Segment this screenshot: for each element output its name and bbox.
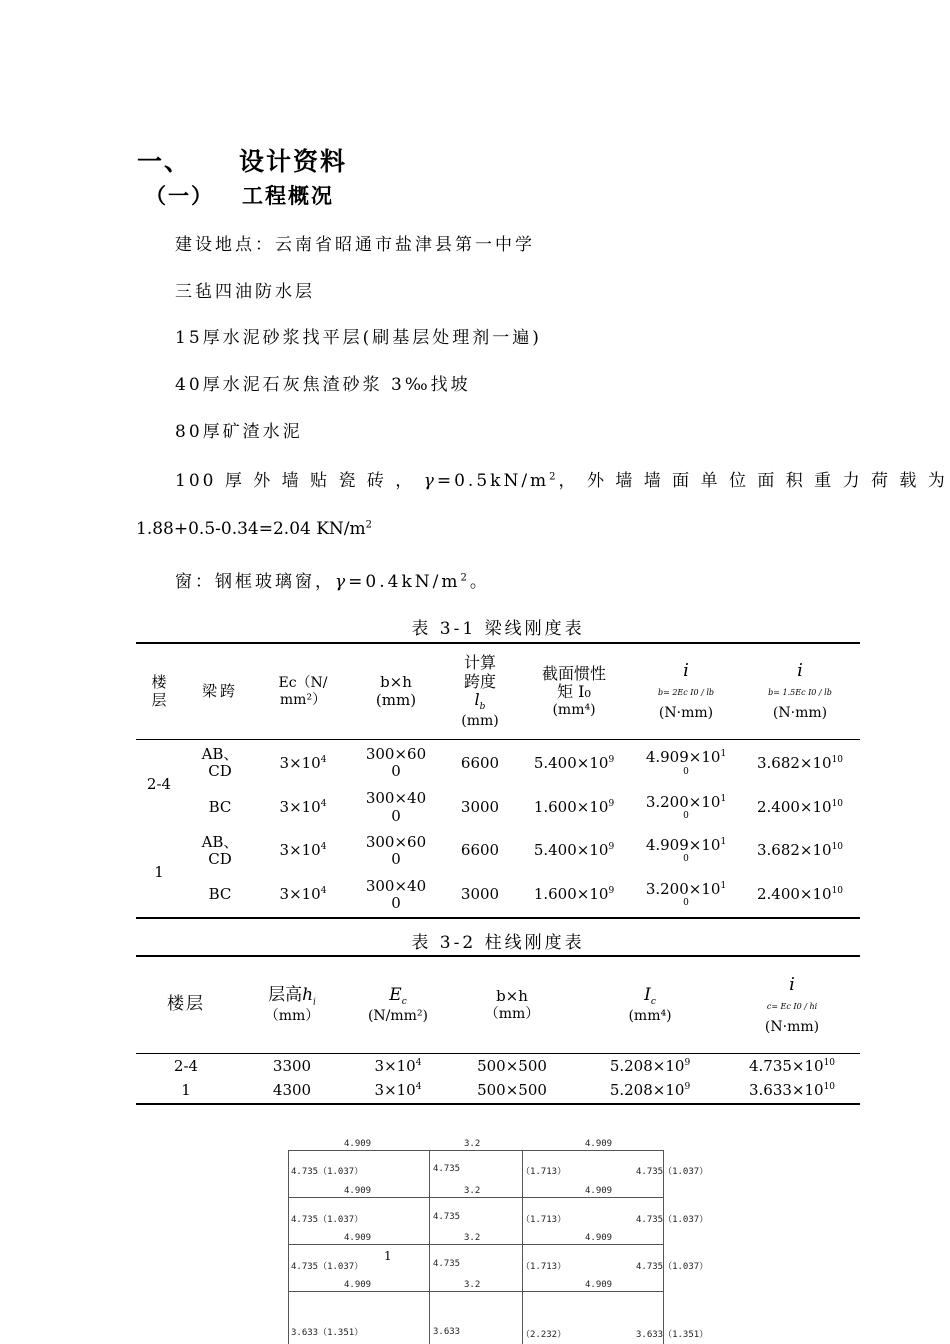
section-title: 设计资料: [239, 147, 348, 176]
table-header-row: [136, 643, 860, 740]
cell-span: [182, 829, 258, 874]
header-height: [236, 956, 348, 1054]
cell-lb: 6600: [460, 753, 500, 772]
cell-ec: [258, 740, 348, 787]
header-text: (N·mm): [658, 705, 714, 722]
header-text: 楼: [151, 673, 167, 692]
cell-sup: 1: [720, 881, 727, 892]
cell-ec: [258, 874, 348, 918]
cell-text: 5.208×10: [609, 1081, 685, 1100]
column-label: 4.735: [433, 1164, 461, 1174]
header-text: h: [302, 985, 314, 1006]
superscript: 2: [365, 519, 373, 531]
column-label: 4.735: [433, 1259, 461, 1269]
header-ic: [576, 956, 724, 1054]
paragraph-screed: 15厚水泥砂浆找平层(刷基层处理剂一遍): [175, 328, 542, 348]
beam-label: 4.909: [585, 1139, 613, 1149]
header-ec: [258, 643, 348, 740]
beam-label: 3.2: [464, 1280, 481, 1290]
cell-text: 3.200×10: [645, 880, 721, 899]
header-lb: [444, 643, 516, 740]
table1-caption: 表 3-1 梁线刚度表: [411, 619, 585, 639]
cell-sup: 4: [320, 842, 327, 853]
gamma-symbol: γ: [335, 572, 349, 592]
table-row: [136, 874, 860, 918]
cell-text: 0: [683, 898, 689, 909]
cell-span: [182, 787, 258, 829]
cell-text: 3×10: [374, 1057, 416, 1076]
paragraph-slope: 40厚水泥石灰焦渣砂浆 3‰找坡: [175, 375, 471, 395]
header-text: b×h: [496, 987, 528, 1006]
beam-label: 4.909: [585, 1186, 613, 1196]
cell-floor: 2-4: [146, 774, 172, 793]
text-segment: 1.88+0.5-0.34=2.04 KN/m: [136, 519, 366, 539]
cell-sup: 4: [320, 798, 327, 809]
cell-icr: [724, 1080, 860, 1104]
column-line-b: [429, 1150, 430, 1344]
formula-text: = 2Ec I0 / lb: [663, 688, 715, 698]
cell-text: BC: [208, 885, 232, 904]
gamma-symbol: γ: [423, 471, 437, 491]
cell-sup: 10: [831, 842, 844, 853]
cell-ic: [576, 1080, 724, 1104]
header-text: b: [479, 702, 486, 713]
paragraph-wall-tile: [175, 466, 948, 491]
header-text: 截面惯性: [541, 664, 606, 684]
section-number: 一、: [137, 147, 192, 176]
header-text: 层: [151, 690, 167, 709]
cell-text: 4.909×10: [645, 748, 721, 767]
cell-i0: [516, 874, 632, 918]
paragraph-wall-load: [136, 519, 372, 539]
cell-text: 2.400×10: [756, 797, 832, 816]
beam-line-3: [288, 1197, 664, 1198]
cell-ib2: [740, 874, 860, 918]
header-span: 梁跨: [182, 643, 258, 740]
header-text: （mm）: [484, 1005, 540, 1022]
beam-label: 4.909: [344, 1186, 372, 1196]
column-label: 4.735（1.037）: [291, 1167, 364, 1177]
superscript: 2: [549, 471, 559, 483]
header-text: (mm⁴): [552, 701, 596, 718]
header-ec: [348, 956, 448, 1054]
cell-ec: [258, 829, 348, 874]
formula-text: = Ec I0 / hi: [771, 1001, 818, 1011]
column-label: （1.713）: [521, 1215, 567, 1225]
cell-text: 3×10: [279, 885, 321, 904]
header-ic-stiffness: [724, 956, 860, 1054]
text-segment: 窗：钢框玻璃窗，: [175, 572, 335, 592]
cell-sup: 4: [415, 1058, 422, 1069]
beam-label: 4.909: [344, 1280, 372, 1290]
header-inertia: [516, 643, 632, 740]
cell-text: 2.400×10: [756, 885, 832, 904]
header-text: (N/mm²): [367, 1007, 429, 1024]
table-row: [136, 1054, 860, 1080]
cell-text: CD: [208, 850, 232, 868]
column-stiffness-table: [136, 955, 860, 1105]
cell-text: 3.633×10: [748, 1081, 824, 1100]
table-row: [136, 1080, 860, 1104]
cell-text: 3.682×10: [756, 753, 832, 772]
header-floor: 楼层: [136, 956, 236, 1054]
cell-sup: 9: [608, 842, 615, 853]
cell-ec: [258, 787, 348, 829]
cell-text: 4.735×10: [748, 1057, 824, 1076]
column-label: 4.735（1.037）: [636, 1262, 709, 1272]
column-line-d: [663, 1150, 664, 1344]
cell-sup: 4: [320, 886, 327, 897]
cell-sup: 9: [684, 1058, 691, 1069]
cell-ib1: [632, 874, 740, 918]
cell-ic: [576, 1054, 724, 1080]
subsection-title: 工程概况: [242, 184, 334, 208]
cell-text: 300×40: [365, 789, 427, 808]
column-label: 4.735: [433, 1212, 461, 1222]
beam-label: 4.909: [344, 1139, 372, 1149]
cell-sup: 9: [608, 798, 615, 809]
table-header-row: [136, 956, 860, 1054]
cell-bh: 500×500: [477, 1057, 547, 1076]
cell-text: 5.400×10: [533, 841, 609, 860]
header-text: c: [650, 997, 656, 1008]
formula-text: = 1.5Ec I0 / lb: [773, 688, 832, 698]
beam-label: 4.909: [344, 1233, 372, 1243]
cell-span: [182, 874, 258, 918]
header-text: b: [768, 688, 774, 698]
frame-marker: 1: [384, 1249, 392, 1263]
cell-text: 300×40: [365, 876, 427, 895]
lb-symbol: [444, 691, 516, 713]
cell-text: AB、: [201, 745, 239, 763]
table2-caption: 表 3-2 柱线刚度表: [411, 933, 585, 953]
cell-bh: [348, 874, 444, 918]
cell-sup: 10: [831, 798, 844, 809]
cell-ib1: [632, 787, 740, 829]
frame-diagram: [288, 1139, 709, 1344]
cell-floor: 2-4: [173, 1057, 199, 1076]
cell-height: 3300: [272, 1057, 312, 1076]
header-text: i: [683, 660, 689, 682]
cell-ec: [348, 1054, 448, 1080]
cell-text: 1.600×10: [533, 797, 609, 816]
cell-text: CD: [208, 762, 232, 781]
cell-text: 3.200×10: [645, 792, 721, 811]
table-row: [136, 829, 860, 874]
cell-text: BC: [208, 797, 232, 816]
header-text: E: [389, 985, 402, 1006]
cell-text: 0: [391, 894, 401, 912]
cell-text: 3×10: [279, 753, 321, 772]
cell-lb: 3000: [460, 885, 500, 904]
column-label: 4.735（1.037）: [291, 1262, 364, 1272]
cell-sup: 1: [720, 793, 727, 804]
cell-text: 5.208×10: [609, 1057, 685, 1076]
cell-i0: [516, 829, 632, 874]
text-segment: ， 外 墙 墙 面 单 位 面 积 重 力 荷 载 为: [558, 471, 948, 491]
header-text: i: [789, 973, 795, 995]
cell-text: 0: [391, 762, 401, 781]
paragraph-waterproof: 三毡四油防水层: [175, 282, 315, 302]
cell-text: 300×60: [365, 745, 427, 763]
beam-label: 4.909: [585, 1280, 613, 1290]
cell-lb: 6600: [460, 841, 500, 860]
cell-sup: 10: [831, 754, 844, 765]
table-row: [136, 787, 860, 829]
beam-stiffness-table: [136, 642, 860, 919]
header-text: 跨度: [463, 671, 496, 691]
header-text: (N·mm): [772, 705, 828, 722]
column-line-c: [522, 1150, 523, 1344]
text-segment: =0.5kN/m: [436, 471, 550, 491]
cell-text: 3×10: [279, 841, 321, 860]
header-text: c: [401, 997, 407, 1008]
text-segment: =0.4kN/m: [348, 572, 461, 592]
column-label: 4.735（1.037）: [636, 1215, 709, 1225]
header-text: (N·mm): [764, 1018, 820, 1035]
cell-text: 3×10: [279, 797, 321, 816]
header-text: 层高: [268, 985, 303, 1006]
cell-i0: [516, 740, 632, 787]
cell-bh: [348, 787, 444, 829]
subsection-number: （一）: [145, 184, 214, 208]
cell-text: 0: [683, 766, 689, 777]
cell-text: 5.400×10: [533, 753, 609, 772]
cell-bh: 500×500: [477, 1081, 547, 1100]
cell-i0: [516, 787, 632, 829]
header-text: (mm): [461, 712, 499, 729]
paragraph-slag-cement: 80厚矿渣水泥: [175, 422, 303, 442]
header-text: i: [313, 997, 316, 1008]
column-label: 3.633: [433, 1327, 461, 1337]
header-text: (mm⁴): [628, 1007, 672, 1024]
cell-text: AB、: [201, 832, 239, 851]
header-text: c: [766, 1001, 772, 1011]
column-label: （1.713）: [521, 1167, 567, 1177]
paragraph-window: [175, 567, 490, 592]
cell-floor: 1: [154, 862, 164, 881]
cell-text: 3.682×10: [756, 841, 832, 860]
beam-line-4: [288, 1150, 664, 1151]
cell-sup: 4: [415, 1082, 422, 1093]
cell-sup: 10: [823, 1058, 836, 1069]
cell-text: 4.909×10: [645, 836, 721, 855]
header-bh: [348, 643, 444, 740]
cell-sup: 4: [320, 754, 327, 765]
header-text: mm²）: [279, 691, 327, 708]
cell-text: 300×60: [365, 832, 427, 851]
text-segment: 100 厚 外 墙 贴 瓷 砖 ，: [175, 471, 416, 491]
beam-label: 4.909: [585, 1233, 613, 1243]
header-ib-15: [740, 643, 860, 740]
paragraph-location: 建设地点：云南省昭通市盐津县第一中学: [175, 235, 535, 255]
cell-span: [182, 740, 258, 787]
header-text: （mm）: [264, 1007, 320, 1024]
cell-sup: 10: [823, 1082, 836, 1093]
header-text: b: [657, 688, 664, 698]
column-label: 3.633（1.351）: [636, 1330, 709, 1340]
cell-text: 0: [391, 806, 401, 825]
header-text: l: [474, 690, 480, 710]
cell-ib1: [632, 829, 740, 874]
subsection-heading: [145, 180, 334, 210]
column-label: 4.735（1.037）: [636, 1167, 709, 1177]
cell-bh: [348, 829, 444, 874]
cell-height: 4300: [272, 1081, 312, 1100]
cell-ib2: [740, 740, 860, 787]
header-text: 矩 I₀: [557, 682, 591, 702]
header-text: Ec（N/: [278, 675, 328, 692]
beam-label: 3.2: [464, 1233, 481, 1243]
beam-line-2: [288, 1244, 664, 1245]
cell-text: 1.600×10: [533, 885, 609, 904]
column-label: 3.633（1.351）: [291, 1328, 364, 1338]
header-text: b×h: [380, 673, 412, 692]
header-text: (mm): [375, 690, 417, 709]
cell-text: 3×10: [374, 1081, 416, 1100]
text-segment: 。: [469, 572, 490, 592]
cell-ib1: [632, 740, 740, 787]
cell-sup: 10: [831, 886, 844, 897]
column-label: （1.713）: [521, 1262, 567, 1272]
header-floor: [136, 643, 182, 740]
cell-ib2: [740, 829, 860, 874]
header-bh: [448, 956, 576, 1054]
superscript: 2: [460, 572, 470, 584]
cell-bh: [348, 740, 444, 787]
cell-ib2: [740, 787, 860, 829]
column-label: （2.232）: [521, 1330, 567, 1340]
beam-line-1: [288, 1291, 664, 1292]
column-line-a: [288, 1150, 289, 1344]
cell-text: 0: [683, 810, 689, 821]
cell-sup: 1: [720, 749, 727, 760]
cell-text: 0: [683, 854, 689, 865]
header-text: 计算: [463, 653, 496, 673]
cell-icr: [724, 1054, 860, 1080]
beam-label: 3.2: [464, 1139, 481, 1149]
cell-sup: 1: [720, 837, 727, 848]
column-label: 4.735（1.037）: [291, 1215, 364, 1225]
cell-text: 0: [391, 850, 401, 868]
cell-sup: 9: [684, 1082, 691, 1093]
beam-label: 3.2: [464, 1186, 481, 1196]
cell-sup: 9: [608, 754, 615, 765]
table-row: [136, 740, 860, 787]
header-text: i: [797, 660, 803, 682]
header-ib-2: [632, 643, 740, 740]
cell-sup: 9: [608, 886, 615, 897]
cell-floor: 1: [181, 1081, 191, 1100]
section-heading: [137, 142, 347, 178]
cell-lb: 3000: [460, 797, 500, 816]
cell-ec: [348, 1080, 448, 1104]
header-text: I: [644, 985, 651, 1006]
